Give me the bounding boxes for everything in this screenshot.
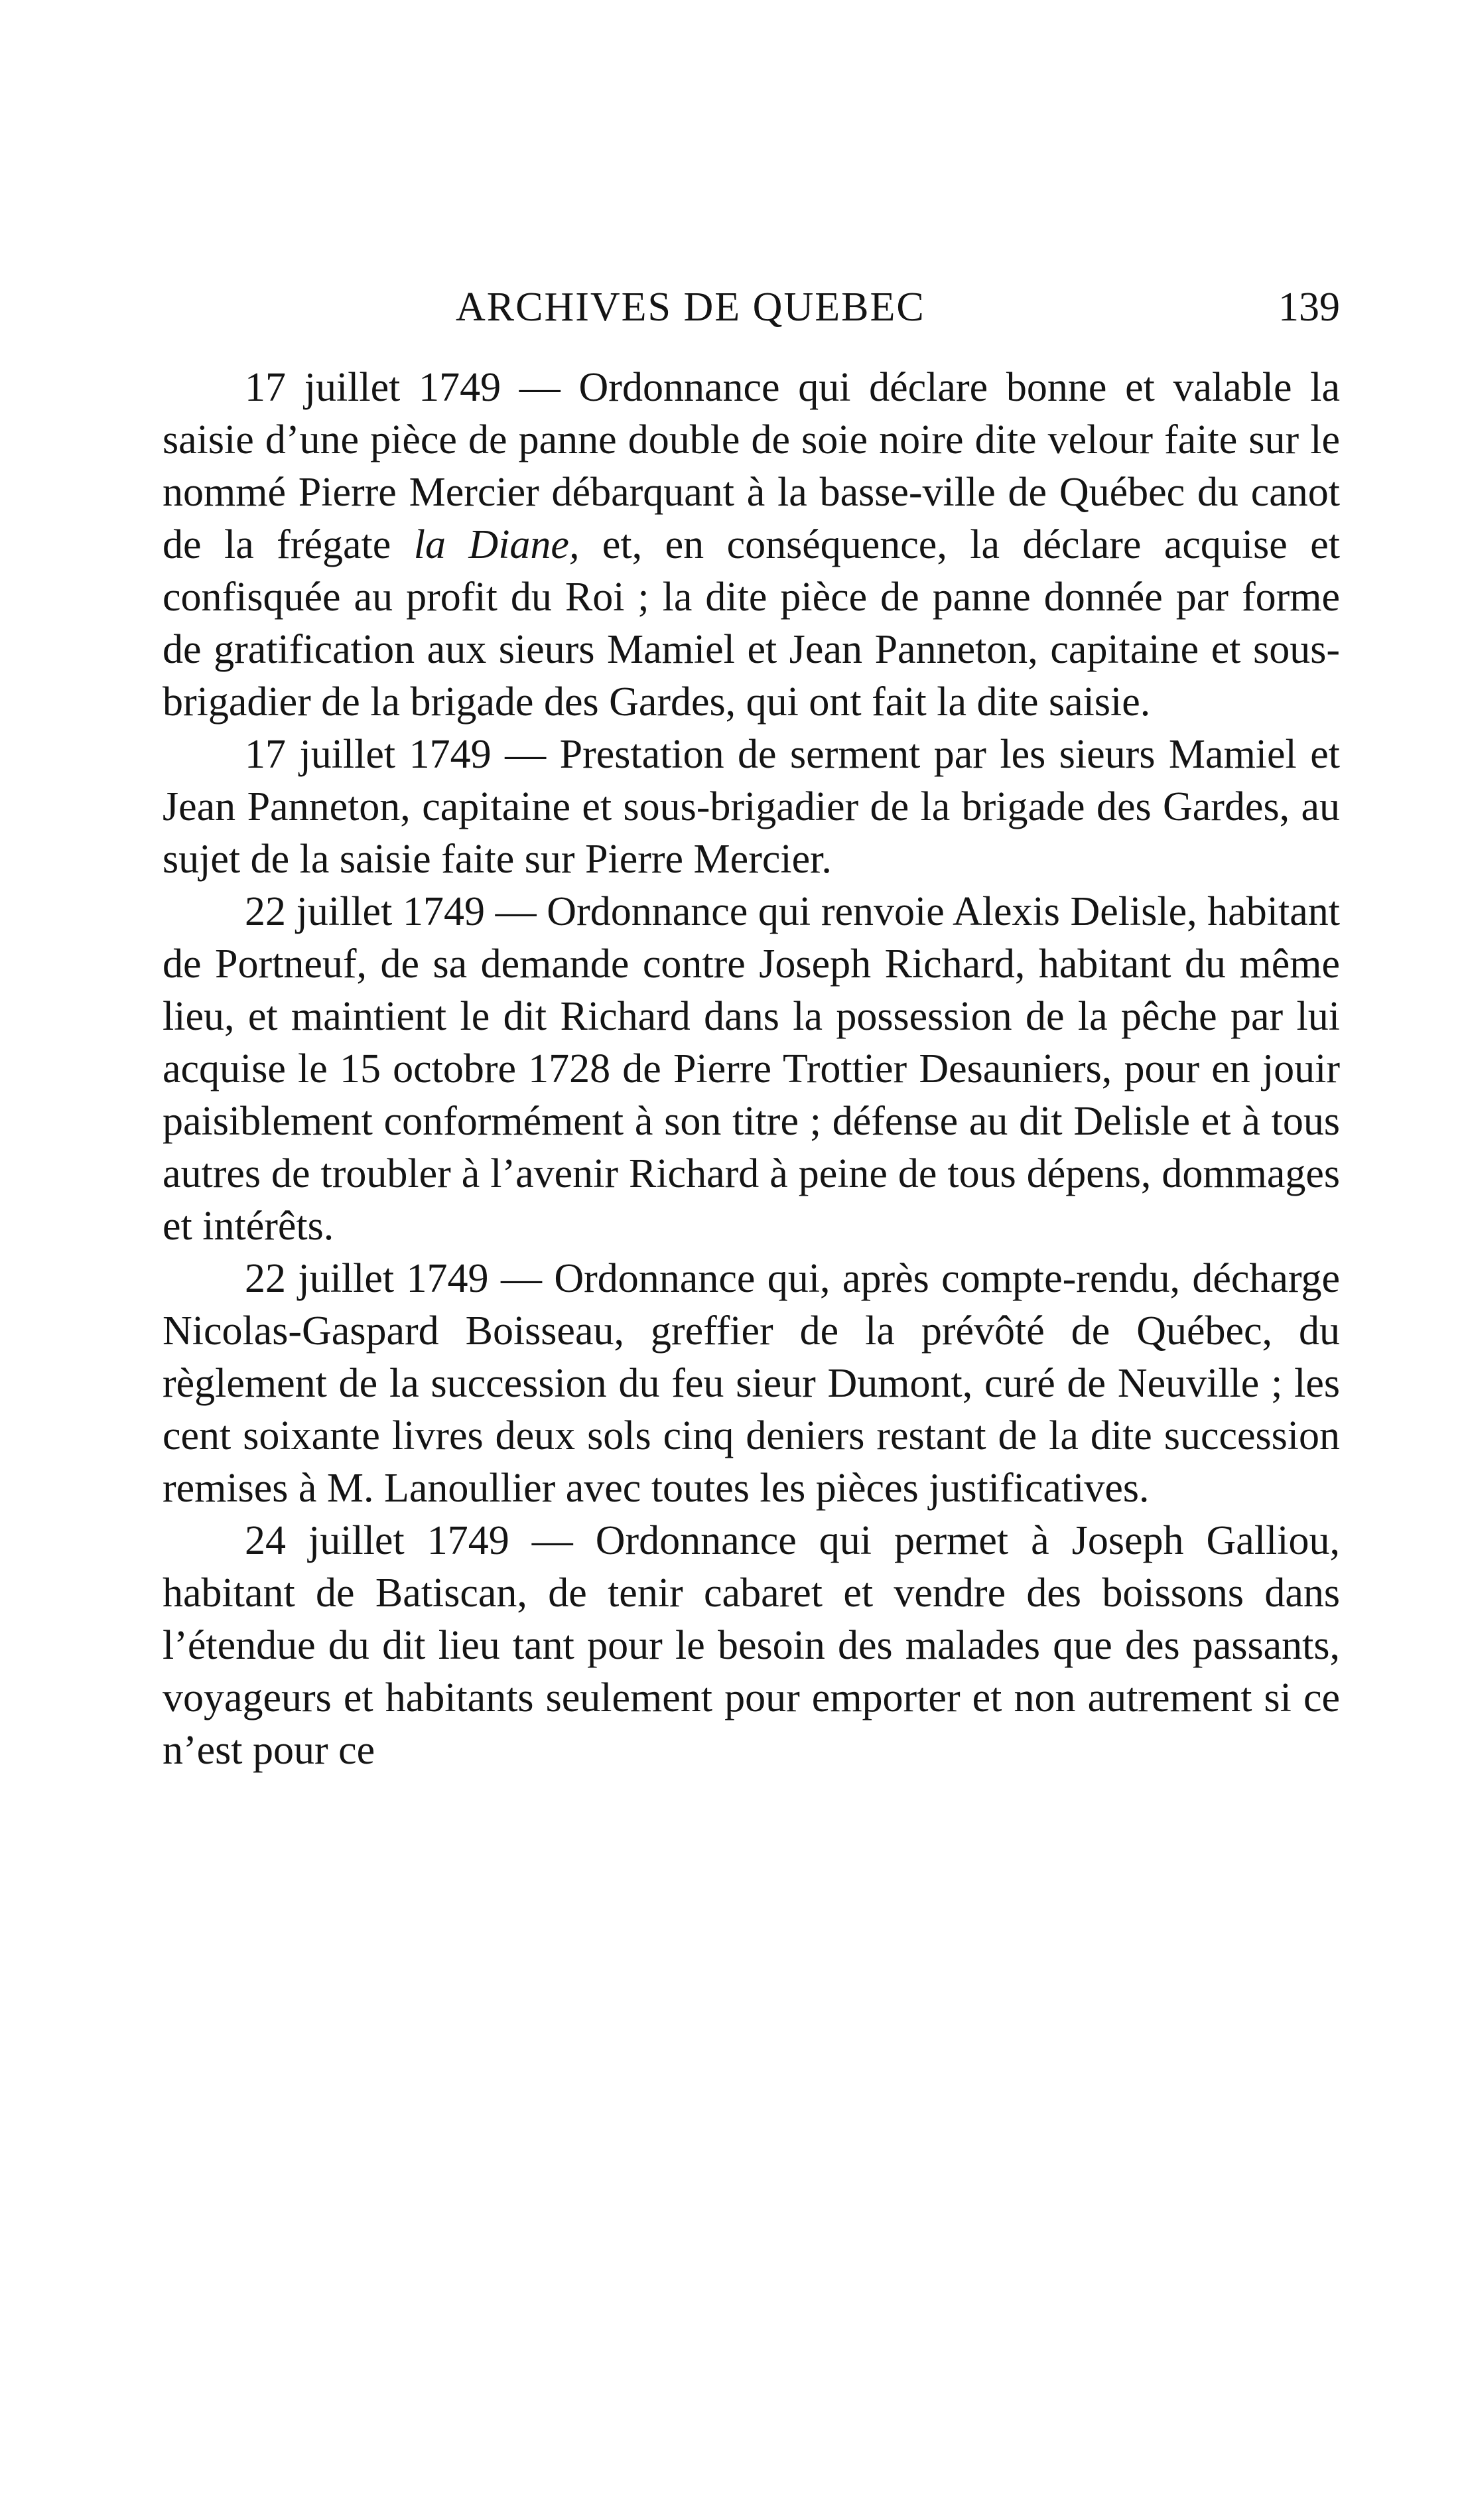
entry-dash: — — [491, 732, 560, 777]
entry-3 — [163, 886, 1340, 1253]
entry-text: Ordonnance qui, après compte-rendu, décharge Nicolas-Gaspard Boisseau, greffier de la prévôté de Québec, du règlement de la succession du feu sieur Dumont, curé de Neuville ; les cent soixante livres deux sols cinq deniers restant de la dite succession remises à M. Lanoullier avec toutes les pièces justificatives. — [163, 1256, 1340, 1511]
entry-2 — [163, 729, 1340, 886]
entry-text: Ordonnance qui renvoie Alexis Delisle, habitant de Portneuf, de sa demande contre Joseph Richard, habitant du même lieu, et maintient le dit Richard dans la possession de la pêche par lui acquise le 15 octobre 1728 de Pierre Trottier Desauniers, pour en jouir paisiblement conformément à son titre ; défense au dit Delisle et à tous autres de troubler à l’avenir Richard à peine de tous dépens, dommages et intérêts. — [163, 889, 1340, 1249]
entry-date: 17 juillet 1749 — [245, 365, 501, 410]
entry-text-continued: et, en conséquence, la déclare acquise et confisquée au profit du Roi ; la dite pièce de panne donnée par forme de gratification aux sieurs Mamiel et Jean Panneton, capitaine et sous-brigadier de la brigade des Gardes, qui ont fait la dite saisie. — [163, 522, 1341, 725]
entry-date: 17 juillet 1749 — [245, 732, 492, 777]
entry-date: 22 juillet 1749 — [245, 889, 485, 934]
entry-1 — [163, 362, 1340, 729]
page-body — [163, 362, 1340, 1777]
running-title: ARCHIVES DE QUEBEC — [456, 285, 925, 330]
entry-text: Prestation de serment par les sieurs Mamiel et Jean Panneton, capitaine et sous-brigadier de la brigade des Gardes, au sujet de la saisie faite sur Pierre Mercier. — [163, 732, 1340, 882]
page-header — [163, 277, 1340, 337]
entry-dash: — — [484, 889, 547, 934]
entry-5 — [163, 1515, 1340, 1777]
entry-text: Ordonnance qui déclare bonne et valable la saisie d’une pièce de panne double de soie noire dite velour faite sur le nommé Pierre Mercier débarquant à la basse-ville de Québec du canot de la frégate — [163, 365, 1340, 567]
entry-4 — [163, 1253, 1340, 1515]
entry-dash: — — [509, 1518, 596, 1563]
entry-date: 22 juillet 1749 — [245, 1256, 489, 1301]
entry-dash: — — [488, 1256, 555, 1301]
entry-text: Ordonnance qui permet à Joseph Galliou, habitant de Batiscan, de tenir cabaret et vendre des boissons dans l’étendue du dit lieu tant pour le besoin des malades que des passants, voyageurs et habitants seulement pour emporter et non autrement si ce n’est pour ce — [163, 1518, 1340, 1773]
page-number: 139 — [1278, 285, 1340, 330]
ship-name: la Diane, — [413, 522, 580, 567]
entry-dash: — — [501, 365, 579, 410]
entry-date: 24 juillet 1749 — [245, 1518, 509, 1563]
